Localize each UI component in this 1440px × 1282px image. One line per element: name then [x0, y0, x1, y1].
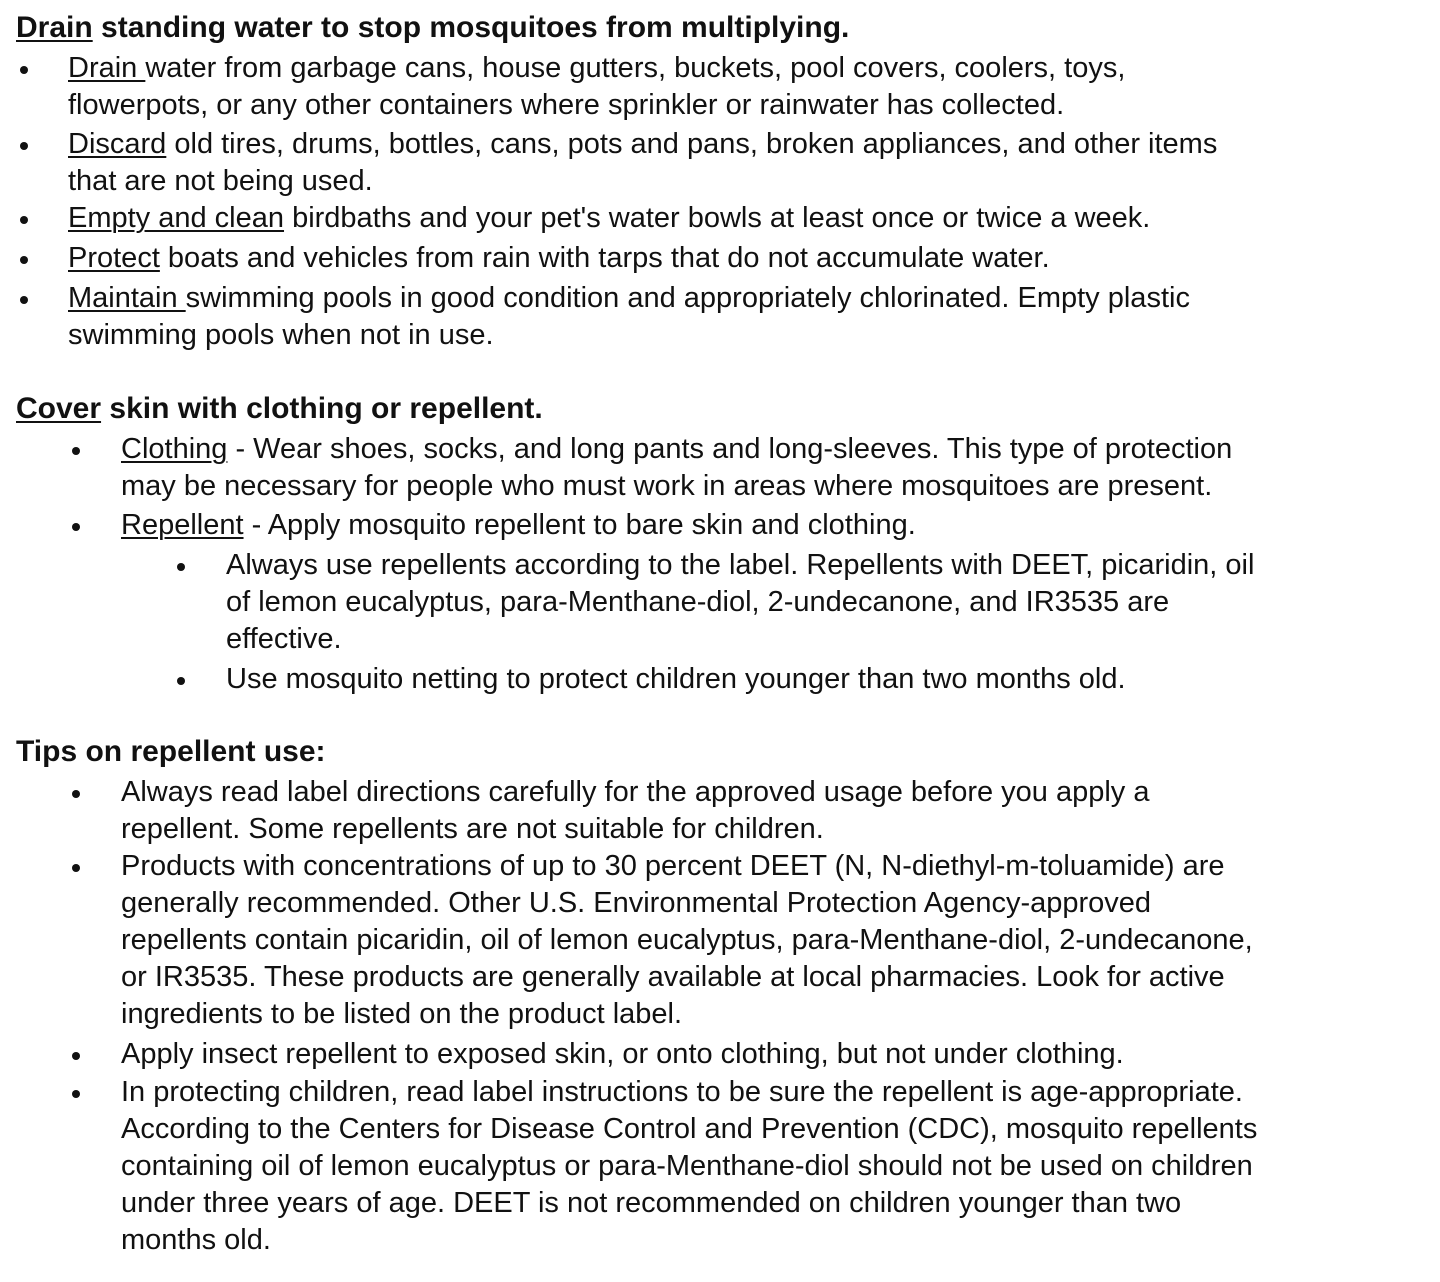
item-text: or IR3535. These products are generally available at local pharmacies. Look for active	[121, 961, 1225, 993]
item-text: repellent. Some repellents are not suitable for children.	[121, 813, 824, 845]
sub-list-item	[226, 547, 1254, 658]
item-lead: Protect	[68, 242, 160, 274]
item-lead: Empty and clean	[68, 202, 285, 234]
list-item	[68, 280, 1190, 354]
item-text: Apply insect repellent to exposed skin, or onto clothing, but not under clothing.	[121, 1038, 1124, 1070]
item-text: under three years of age. DEET is not recommended on children younger than two	[121, 1187, 1182, 1219]
bullet-icon	[20, 66, 28, 74]
item-text: In protecting children, read label instructions to be sure the repellent is age-appropriate.	[121, 1076, 1243, 1108]
item-text: generally recommended. Other U.S. Environmental Protection Agency-approved	[121, 887, 1152, 919]
section-heading-tips	[16, 734, 326, 770]
list-item	[68, 200, 1150, 237]
item-text: Always use repellents according to the label. Repellents with DEET, picaridin, oil	[226, 549, 1255, 581]
bullet-icon	[72, 864, 80, 872]
item-text: swimming pools in good condition and appropriately chlorinated. Empty plastic	[185, 282, 1190, 314]
item-text: repellents contain picaridin, oil of lemon eucalyptus, para-Menthane-diol, 2-undecanone,	[121, 924, 1253, 956]
item-text: Products with concentrations of up to 30 percent DEET (N, N-diethyl-m-toluamide) are	[121, 850, 1225, 882]
heading-lead: Drain	[16, 11, 93, 44]
bullet-icon	[72, 523, 80, 531]
item-lead: Repellent	[121, 509, 244, 541]
heading-lead: Cover	[16, 392, 102, 425]
section-heading-cover	[16, 391, 543, 427]
item-lead: Clothing	[121, 433, 228, 465]
section-heading-drain	[16, 10, 849, 46]
item-text: - Wear shoes, socks, and long pants and long-sleeves. This type of protection	[227, 433, 1233, 465]
list-item	[121, 431, 1232, 505]
bullet-icon	[20, 216, 28, 224]
item-text: effective.	[226, 623, 342, 655]
list-item	[68, 50, 1125, 124]
bullet-icon	[177, 563, 185, 571]
item-lead: Maintain	[68, 282, 186, 314]
item-text: boats and vehicles from rain with tarps that do not accumulate water.	[159, 242, 1050, 274]
bullet-icon	[72, 1090, 80, 1098]
item-text: - Apply mosquito repellent to bare skin and clothing.	[243, 509, 916, 541]
sub-list-item	[226, 661, 1126, 698]
item-text: Always read label directions carefully for the approved usage before you apply a	[121, 776, 1150, 808]
bullet-icon	[72, 1052, 80, 1060]
list-item	[121, 507, 916, 544]
list-item	[121, 848, 1253, 1033]
item-text: that are not being used.	[68, 165, 373, 197]
item-text: According to the Centers for Disease Control and Prevention (CDC), mosquito repellents	[121, 1113, 1258, 1145]
bullet-icon	[20, 142, 28, 150]
heading-rest: standing water to stop mosquitoes from multiplying.	[92, 11, 850, 44]
list-item	[121, 1074, 1257, 1259]
heading-rest: Tips on repellent use:	[16, 735, 326, 768]
list-item	[121, 1036, 1124, 1073]
item-text: swimming pools when not in use.	[68, 319, 494, 351]
item-text: flowerpots, or any other containers where sprinkler or rainwater has collected.	[68, 89, 1065, 121]
item-lead: Discard	[68, 128, 167, 160]
list-item	[68, 240, 1050, 277]
item-text: old tires, drums, bottles, cans, pots and pans, broken appliances, and other items	[166, 128, 1218, 160]
item-text: Use mosquito netting to protect children younger than two months old.	[226, 663, 1126, 695]
item-text: of lemon eucalyptus, para-Menthane-diol, 2-undecanone, and IR3535 are	[226, 586, 1170, 618]
heading-rest: skin with clothing or repellent.	[101, 392, 543, 425]
item-text: birdbaths and your pet's water bowls at least once or twice a week.	[284, 202, 1151, 234]
item-text: water from garbage cans, house gutters, buckets, pool covers, coolers, toys,	[145, 52, 1126, 84]
item-text: ingredients to be listed on the product label.	[121, 998, 683, 1030]
item-text: may be necessary for people who must work in areas where mosquitoes are present.	[121, 470, 1213, 502]
bullet-icon	[72, 790, 80, 798]
bullet-icon	[20, 256, 28, 264]
bullet-icon	[72, 447, 80, 455]
item-lead: Drain	[68, 52, 146, 84]
list-item	[68, 126, 1217, 200]
item-text: months old.	[121, 1224, 271, 1256]
item-text: containing oil of lemon eucalyptus or para-Menthane-diol should not be used on children	[121, 1150, 1253, 1182]
bullet-icon	[177, 677, 185, 685]
bullet-icon	[20, 296, 28, 304]
list-item	[121, 774, 1150, 848]
